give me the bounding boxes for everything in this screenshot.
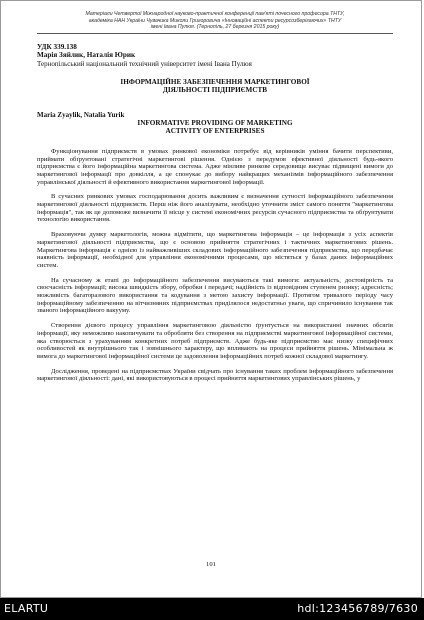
article-body — [37, 148, 393, 383]
title-ukrainian-line: ІНФОРМАЦІЙНЕ ЗАБЕЗПЕЧЕННЯ МАРКЕТИНГОВОЇ — [120, 78, 310, 86]
viewer-footer-bar — [0, 598, 424, 620]
handle-identifier: hdl:123456789/7630 — [297, 602, 418, 615]
conference-header-line: академіка НАН України Чувачика Миколи Григоровича «Інноваційні аспекти ресурсозберігаючих» ТНТУ — [88, 17, 342, 24]
title-ukrainian-line: ДІЯЛЬНОСТІ ПІДПРИЄМСТВ — [162, 86, 268, 95]
authors-english: Maria Zyaylik, Natalia Yurik — [37, 110, 125, 119]
conference-header-line: імені Івана Пулюя. (Тернопіль, 27 березня 2015 року) — [150, 24, 280, 31]
page-content — [37, 11, 393, 390]
title-ukrainian — [37, 78, 393, 95]
affiliation: Тернопільський національний технічний університет імені Івана Пулюя — [37, 59, 252, 68]
conference-header — [37, 11, 393, 34]
title-english-line: ACTIVITY OF ENTERPRISES — [165, 127, 265, 136]
title-english — [37, 119, 393, 136]
udk-code: УДК 339.138 — [37, 42, 77, 51]
conference-header-line: Матеріали Четвертої Міжнародної науково-практичної конференції пам'яті почесного професора ТНТУ, — [85, 11, 345, 17]
body-paragraph: Дослідження, проведені на підприємствах України свідчать про існування таких проблем інформаційного забезпечення маркетингової діяльності: дані, які використовуються в процесі прийняття маркетингових управлінських рішень, у — [37, 367, 393, 383]
body-paragraph: Функціонування підприємств в умовах ринкової економіки потребує від керівників уміння бачити перспективи, приймати обґрунтовані стратегічні маркетингові рішення. Однією з передумов ефективної діяльності будь-якого підприємства є його інформаційна маркетингова система. Адже мінливе ринкове середовище висуває підвищені вимоги до маркетингової інформації про довкілля, а це спонукає до вибору найкращих механізмів інформаційного забезпечення управлінської діяльності й ефективного використання маркетингової інформації. — [37, 147, 393, 186]
authors-ukrainian: Марія Зяйлик, Наталія Юрик — [37, 51, 136, 60]
body-paragraph: Створення дієвого процесу управління маркетинговою діяльністю ґрунтується на використанні значних обсягів інформації, яку неможливо накопичувати та обробляти без створення на підприємстві маркетингової інформаційної системи, яка створюється з урахуванням конкретних потреб підприємств. Адже будь-яке підприємство має низку специфічних особливостей як внутрішнього так і зовнішнього характеру, що впливають на процеси прийняття рішень. Мінімальна ж вимога до маркетингової інформаційної системи це задоволення інформаційних потреб кожної складової маркетингу. — [37, 322, 393, 360]
body-paragraph: На сучасному ж етапі до інформаційного забезпечення висуваються такі вимоги: актуальність, достовірність та своєчасність інформації; висока швидкість збору, обробки і передачі; надійність із відповідним ступенем ризику; адресність; можливість багаторазового використання та кодування з метою захисту інформації. Протягом тривалого періоду часу інформаційному забезпеченню на вітчизняних підприємствах приділялося недостатньо уваги, що спричинило існування так званого інформаційного вакууму. — [37, 276, 393, 315]
body-paragraph: В сучасних ринкових умовах господарювання досить важливим є визначення сутності інформаційного забезпечення маркетингової діяльності підприємств. Перш ніж його аналізувати, необхідно уточнити зміст самого поняття "маркетингова інформація", так як це допоможе визначити її місце у системі економічних ресурсів сучасного підприємства та обґрунтувати технологію використання. — [37, 193, 393, 224]
body-paragraph: Враховуючи думку маркетологів, можна відмітити, що маркетингова інформація – це інформація з усіх аспектів маркетингової діяльності підприємства, що є основою прийняття стратегічних і тактичних маркетингових рішень. Маркетингова інформація є однією із найважливіших складових інформаційного забезпечення підприємства, що передбачає наявність інформації, необхідної для управління економічними процесами, що містяться у базах даних інформаційних систем. — [37, 231, 393, 269]
repository-name: ELARTU — [4, 602, 49, 615]
page-number: 101 — [206, 561, 216, 568]
title-english-line: INFORMATIVE PROVIDING OF MARKETING — [137, 119, 293, 128]
